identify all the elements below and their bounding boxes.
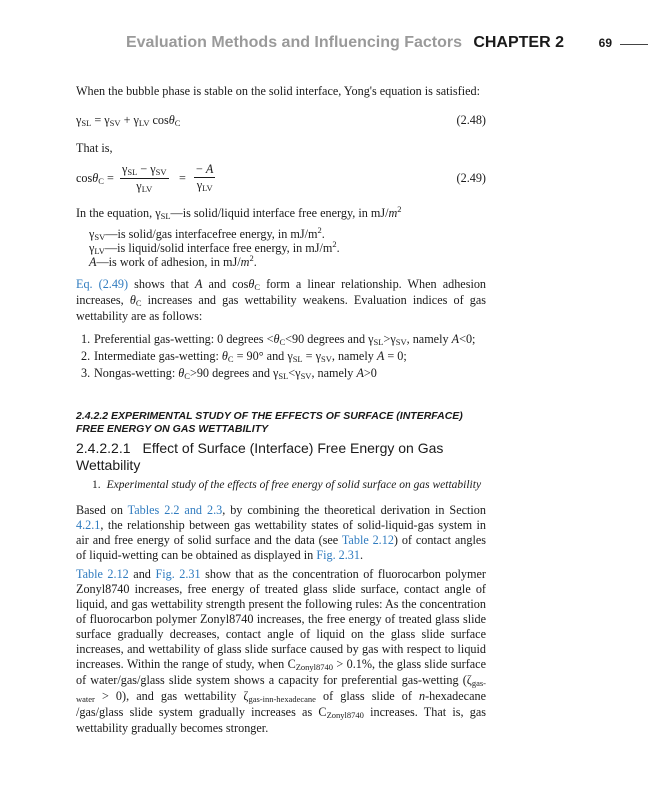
header-title: Evaluation Methods and Influencing Factors (125, 34, 462, 51)
equation-2-49-fraction-2: − A γLV (196, 162, 214, 193)
equation-2-48-body: γSL = γSV + γLV cosθC (76, 113, 181, 128)
list-item: 3. Nongas-wetting: θC>90 degrees and γSL<γSV, namely A>0 (81, 366, 377, 381)
definition-gamma-lv: γLV—is liquid/solid interface free energy, in $mJ/m^2$. (89, 239, 340, 256)
link-fig-2-31-b[interactable]: Fig. 2.31 (155, 567, 201, 581)
equation-2-49 (76, 162, 486, 196)
header-chapter: CHAPTER 2 (473, 34, 564, 51)
experiment-item: 1. Experimental study of the effects of free energy of solid surface on gas wettability (92, 479, 482, 491)
paragraph-eq-relationship: Eq. (2.49) shows that A and cosθC form a linear relationship. When adhesion increases, θC increases and gas wettability weakens. Evaluation indices of gas wettability are as follows: (76, 277, 487, 323)
definition-list (76, 225, 486, 270)
definition-work-of-adhesion: A—is work of adhesion, in $mJ/m^2$. (89, 253, 257, 269)
equation-2-48 (76, 113, 486, 128)
wettability-index-list (76, 332, 486, 382)
equation-2-49-fraction-1: γSL − γSV γLV (122, 162, 167, 194)
equation-2-49-number: (2.49) (456, 171, 486, 185)
section-heading: 2.4.2.2 EXPERIMENTAL STUDY OF THE EFFECTS OF SURFACE (INTERFACE) FREE ENERGY ON GAS WETTABILITY (76, 410, 463, 435)
list-item: 1. Preferential gas-wetting: 0 degrees <θC<90 degrees and γSL>γSV, namely A<0; (81, 332, 476, 347)
page-body (76, 84, 486, 736)
paragraph-young-intro: When the bubble phase is stable on the solid interface, Yong's equation is satisfied: (76, 84, 480, 98)
link-fig-2-31[interactable]: Fig. 2.31 (316, 548, 360, 562)
equation-2-49-equals: = (179, 171, 186, 185)
link-tables-2-2-2-3[interactable]: Tables 2.2 and 2.3 (127, 503, 223, 517)
equation-2-48-number: (2.48) (456, 113, 486, 127)
paragraph-table-fig: Table 2.12 and Fig. 2.31 show that as the concentration of fluorocarbon polymer Zonyl8740 increases, free energy of treated glass slide surface, contact angle of liquid, and gas wettability strength present the following rules: As the concentration of fluorocarbon polymer Zonyl8740 increases, the free energy of treated glass slide surface gradually decreases, contact angle of liquid on the glass slide surface increases, and wettability of glass slide surface caused by gas with respect to liquid increases. Within the range of study, when CZonyl8740 > 0.1%, the glass slide surface of water/gas/glass slide system shows a capacity for preferential gas-wetting (ζgas-water > 0), and gas wettability ζgas-inn-hexadecane of glass slide of n-hexadecane /gas/glass slide system gradually increases as CZonyl8740 increases. That is, gas wettability gradually becomes stronger. (76, 567, 487, 735)
link-table-2-12[interactable]: Table 2.12 (341, 533, 394, 547)
header-rule (620, 44, 648, 45)
link-eq-2-49[interactable]: Eq. (2.49) (76, 277, 129, 291)
link-section-4-2-1[interactable]: 4.2.1 (76, 518, 101, 532)
link-table-2-12-b[interactable]: Table 2.12 (76, 567, 129, 581)
definition-intro: In the equation, γSL—is solid/liquid interface free energy, in $mJ/m^2$ (76, 204, 402, 221)
that-is-text: That is, (76, 141, 113, 155)
page-number: 69 (598, 36, 612, 50)
equation-2-49-lhs: cosθC = (76, 171, 114, 186)
paragraph-based-on: Based on Tables 2.2 and 2.3, by combining the theoretical derivation in Section 4.2.1, the relationship between gas wettability states of solid-liquid-gas system in air and free energy of solid surface and the data (see Table 2.12) of contact angles of liquid-wetting can be obtained as displayed in Fig. 2.31. (76, 503, 486, 562)
subsection-heading: 2.4.2.2.1 Effect of Surface (Interface) Free Energy on Gas Wettability (76, 440, 444, 473)
running-header (0, 30, 648, 56)
definition-gamma-sv: γSV—is solid/gas interfacefree energy, in $mJ/m^2$. (89, 225, 325, 242)
list-item: 2. Intermediate gas-wetting: θC = 90° and γSL = γSV, namely A = 0; (81, 349, 407, 364)
